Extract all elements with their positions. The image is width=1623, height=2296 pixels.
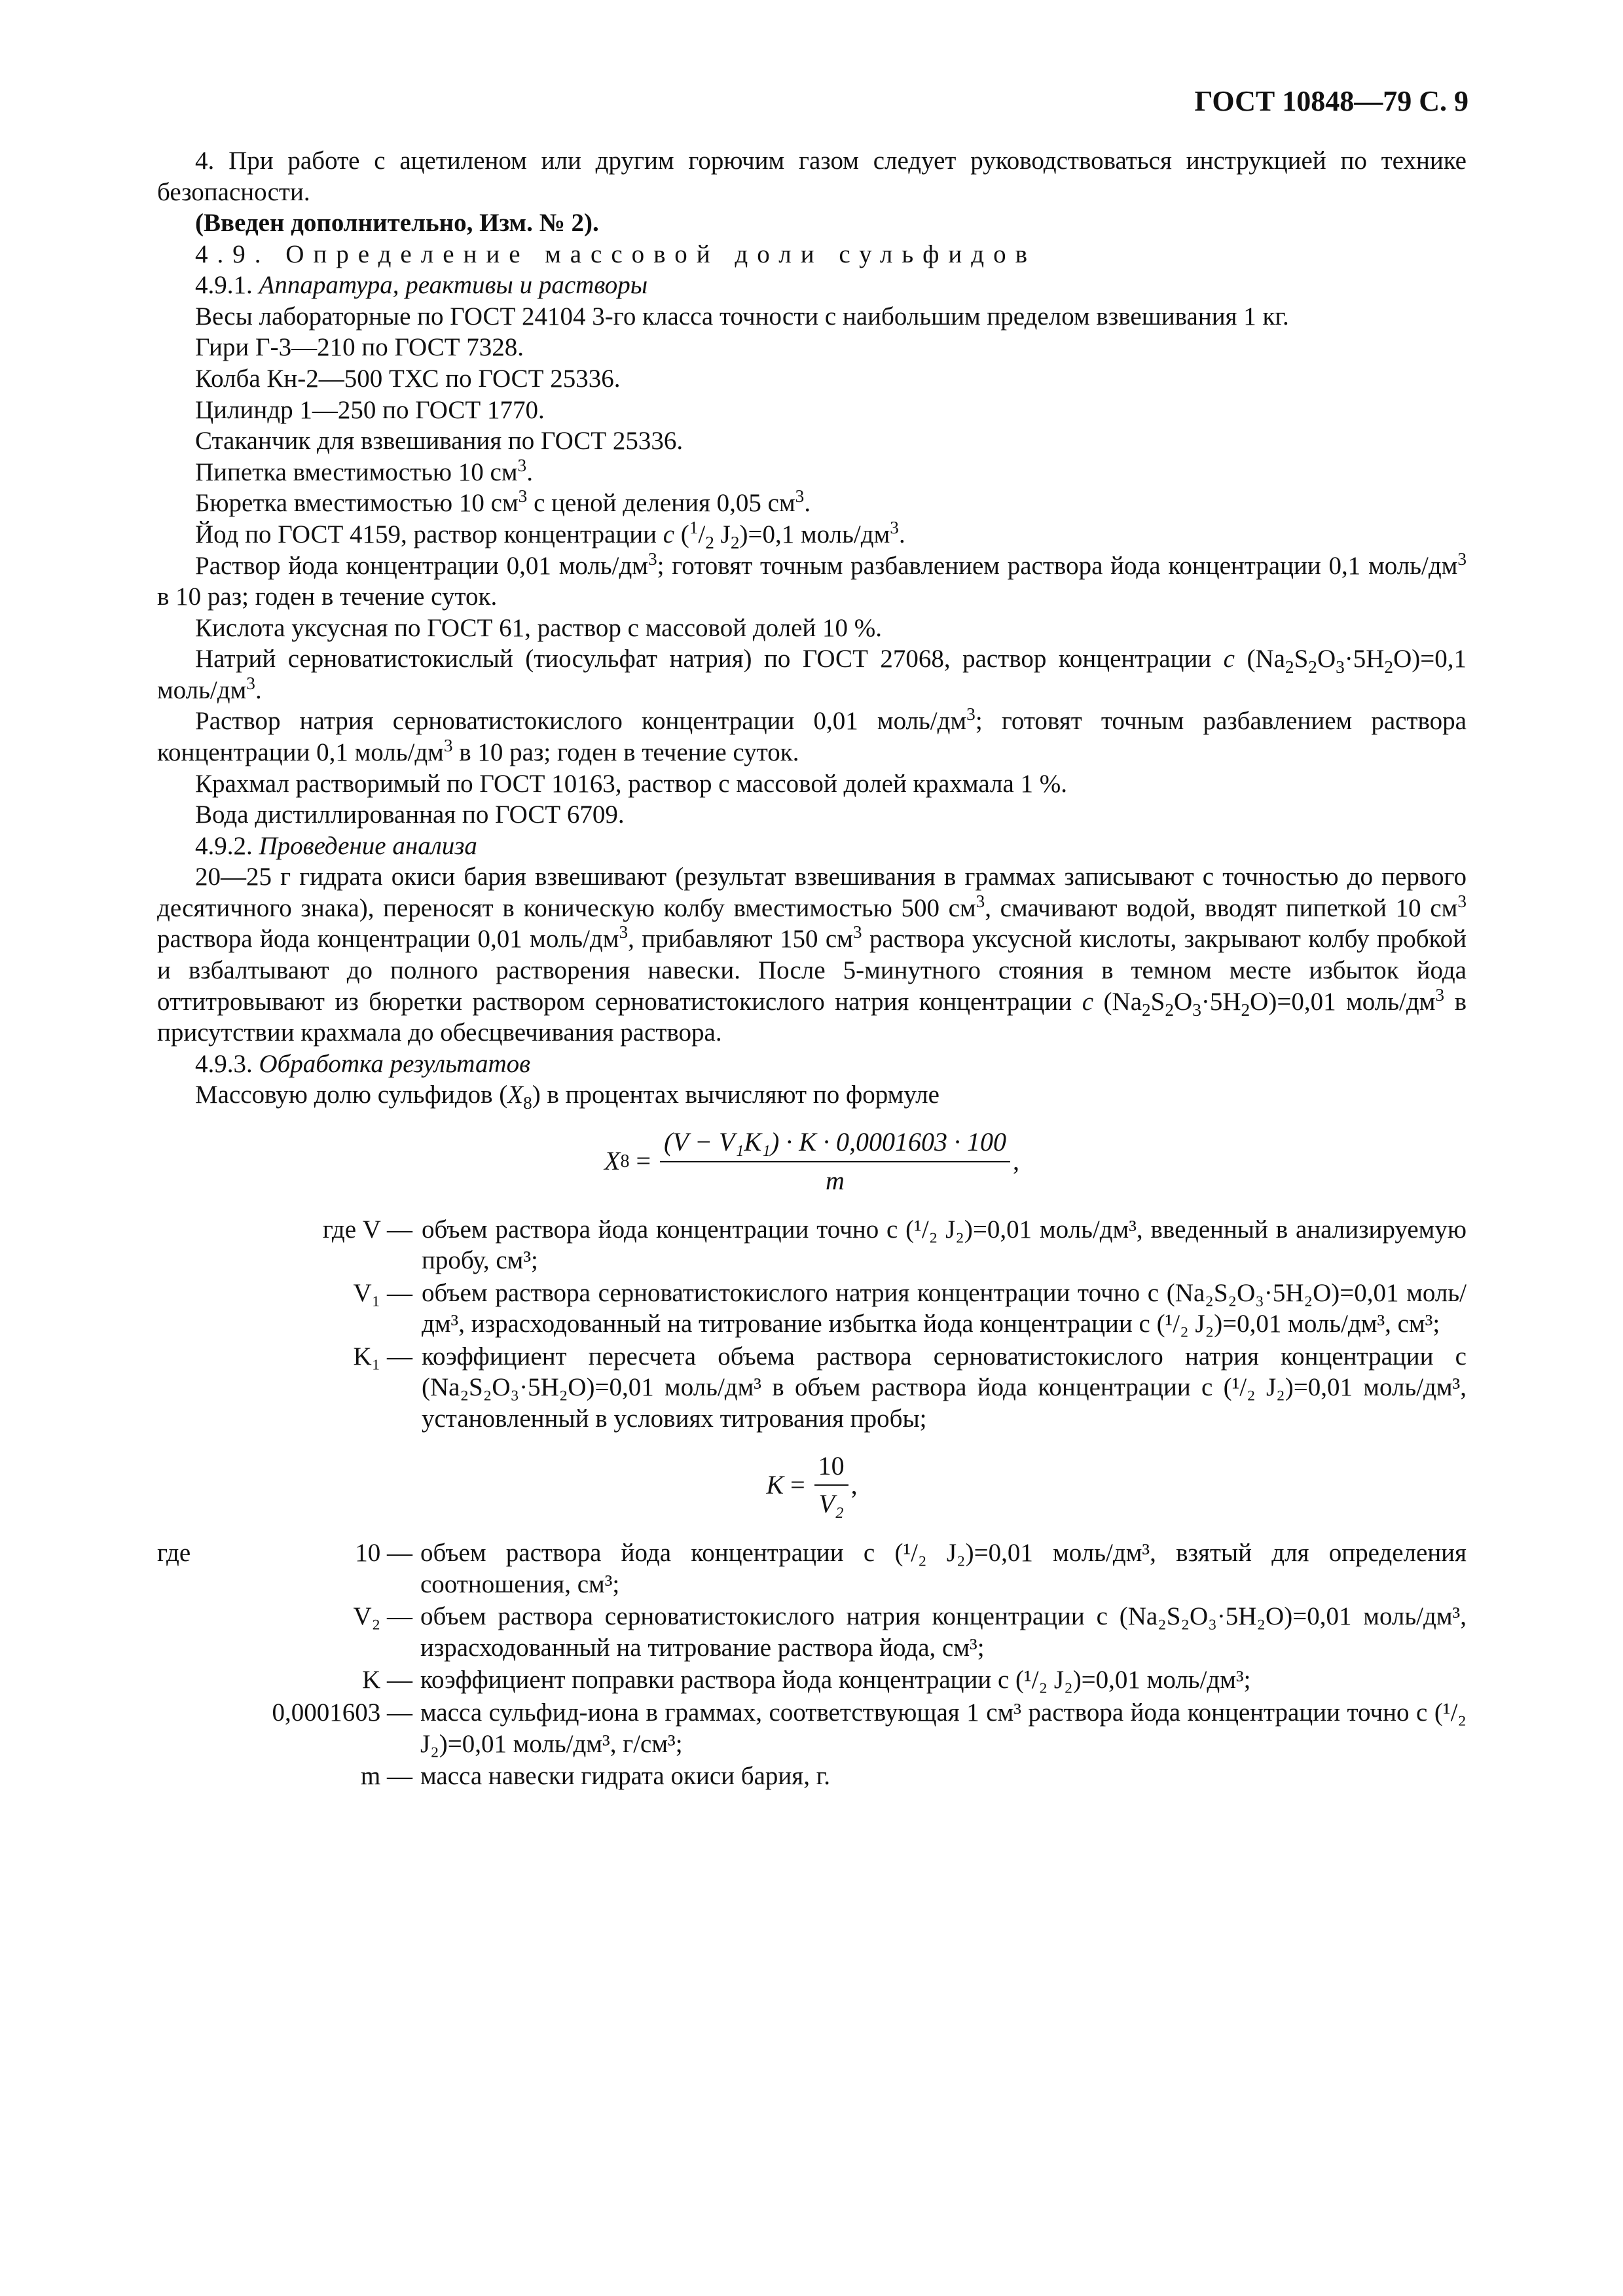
text-run: . [804, 489, 811, 518]
variable-description: коэффициент поправки раствора йода концентрации c (¹/₂ J₂)=0,01 моль/дм³; [420, 1666, 1251, 1695]
text-run: Йод по ГОСТ 4159, раствор концентрации [195, 520, 663, 548]
formula-fraction [660, 1126, 1010, 1197]
equipment-scales: Весы лабораторные по ГОСТ 24104 3-го класса точности с наибольшим пределом взвешивания 1 кг. [195, 302, 1289, 331]
text-run: Массовую долю сульфидов ( [195, 1081, 508, 1109]
text-run: в присутствии крахмала до обесцвечивания раствора. [157, 987, 1467, 1047]
subsection-number: 4.9.2. [195, 831, 253, 860]
text-run: ; готовят точным разбавлением раствора концентрации 0,1 моль/дм [157, 707, 1467, 766]
subsection-4-9-2 [157, 831, 1467, 862]
subsection-number: 4.9.1. [195, 271, 253, 300]
text-run: )=0,1 моль/дм [739, 520, 890, 548]
text-run: с ценой деления 0,05 см [527, 489, 795, 518]
text-run: ) в процентах вычисляют по формуле [532, 1081, 939, 1109]
variable-description: объем раствора серноватистокислого натрия концентрации точно c (Na₂S₂O₃·5H₂O)=0,01 моль/дм³, израсходованный на титрование избытка йода концентрации c (¹/₂ J₂)=0,01 моль/дм³, см³; [422, 1278, 1467, 1338]
subsection-4-9-1 [157, 270, 1467, 301]
variable-symbol: K — [362, 1666, 412, 1695]
text-run: 20—25 г гидрата окиси бария взвешивают (результат взвешивания в граммах записывают с точностью до первого десятичного знака), переносят в коническую колбу вместимостью 500 см [157, 863, 1467, 922]
variables-list-1 [157, 1214, 1467, 1435]
equipment-cylinder: Цилиндр 1—250 по ГОСТ 1770. [195, 395, 545, 424]
text-run: ; готовят точным разбавлением раствора йода концентрации 0,1 моль/дм [657, 551, 1458, 580]
equipment-beaker: Стаканчик для взвешивания по ГОСТ 25336. [195, 427, 684, 456]
equipment-weights: Гири Г-3—210 по ГОСТ 7328. [195, 333, 524, 362]
formula-lhs: K [766, 1469, 784, 1499]
variable-symbol: 10 — [355, 1539, 412, 1568]
subsection-4-9-3 [157, 1049, 1467, 1080]
section-heading-4-9: 4.9. Определение массовой доли сульфидов [195, 240, 1037, 268]
reagent-thiosulfate-solution: Раствор натрия серноватистокислого концентрации 0,01 моль/$дм^3$; готовят точным разбавлением раствора концентрации 0,1 моль/$дм^3$ в 10 раз; годен в течение суток. [157, 704, 1467, 766]
variable-description: объем раствора йода концентрации точно c (¹/₂ J₂)=0,01 моль/дм³, введенный в анализируемую пробу, см³; [422, 1215, 1467, 1275]
equipment-pipette: Пипетка вместимостью 10 $см^3$. [195, 455, 533, 486]
variable-description: объем раствора серноватистокислого натрия концентрации c (Na₂S₂O₃·5H₂O)=0,01 моль/дм³, израсходованный на титрование раствора йода, см³; [420, 1602, 1467, 1662]
text-run: Раствор натрия серноватистокислого концентрации 0,01 моль/дм [195, 707, 967, 736]
variable-description: коэффициент пересчета объема раствора серноватистокислого натрия концентрации c (Na₂S₂O₃·5H₂O)=0,01 моль/дм³ в объем раствора йода концентрации c (¹/₂ J₂)=0,01 моль/дм³, установленный в условиях титрования пробы; [422, 1342, 1467, 1433]
reagent-starch: Крахмал растворимый по ГОСТ 10163, раствор с массовой долей крахмала 1 %. [195, 769, 1067, 798]
variable-symbol: V₁ — [353, 1278, 412, 1307]
formula-tail: , [1012, 1146, 1019, 1176]
variable-symbol: m — [360, 1762, 412, 1791]
formula-fraction [814, 1450, 848, 1521]
text-run: , прибавляют 150 см [628, 925, 853, 954]
calculation-intro: Массовую долю сульфидов $(X_8)$ в процентах вычисляют по формуле [195, 1081, 939, 1113]
formula-k [157, 1450, 1467, 1521]
formula-tail: , [850, 1469, 858, 1499]
formula-equals: = [784, 1469, 812, 1499]
reagent-iodine: Йод по ГОСТ 4159, раствор концентрации c ($^1/_2$ $J_2)=0,1$ моль/$дм^3$. [195, 517, 905, 552]
variables-list-2 [157, 1537, 1467, 1792]
reagent-acetic-acid: Кислота уксусная по ГОСТ 61, раствор с массовой долей 10 %. [195, 613, 883, 642]
formula-equals: = [629, 1146, 658, 1176]
reagent-thiosulfate: Натрий серноватистокислый (тиосульфат натрия) по ГОСТ 27068, раствор концентрации c $(Na_2S_2O_3\cdot 5H_2O)=0,1$ моль/$дм^3$. [157, 645, 1467, 704]
text-run: . [526, 457, 533, 486]
text-run: Натрий серноватистокислый (тиосульфат натрия) по ГОСТ 27068, раствор концентрации [195, 645, 1224, 673]
where-label: где [157, 1539, 191, 1568]
variable-symbol: где V — [322, 1215, 412, 1244]
equipment-flask: Колба Кн-2—500 ТХС по ГОСТ 25336. [195, 365, 621, 393]
formula-denominator: m [826, 1165, 845, 1195]
variable-symbol: 0,0001603 — [272, 1698, 412, 1727]
page-content [157, 145, 1467, 1792]
text-run: Раствор йода концентрации 0,01 моль/дм [195, 551, 648, 580]
analysis-procedure: 20—25 г гидрата окиси бария взвешивают (результат взвешивания в граммах записывают с точностью до первого десятичного знака), переносят в коническую колбу вместимостью 500 $см^3$, смачивают водой, вводят пипеткой 10 $см^3$ раствора йода концентрации 0,01 моль/$дм^3$, прибавляют 150 $см^3$ раствора уксусной кислоты, закрывают колбу пробкой и взбалтывают до полного растворения навески. После 5-минутного стояния в темном месте избыток йода оттитровывают из бюретки раствором серноватистокислого натрия концентрации c $(Na_2S_2O_3\cdot 5H_2O)=0,01$ моль/$дм^3$ в присутствии крахмала до обесцвечивания раствора. [157, 863, 1467, 1047]
variable-symbol: V₂ — [353, 1602, 412, 1631]
text-run: . [255, 675, 262, 704]
reagent-water: Вода дистиллированная по ГОСТ 6709. [195, 800, 625, 829]
formula-numerator: (V − V₁K₁) · K · 0,0001603 · 100 [660, 1126, 1010, 1162]
equipment-burette: Бюретка вместимостью 10 $см^3$ с ценой деления 0,05 $см^3$. [195, 486, 811, 518]
reagent-iodine-solution: Раствор йода концентрации 0,01 моль/$дм^3$; готовят точным разбавлением раствора йода концентрации 0,1 моль/$дм^3$ в 10 раз; годен в течение суток. [157, 548, 1467, 611]
para-4: 4. При работе с ацетиленом или другим горючим газом следует руководствоваться инструкцией по технике безопасности. [157, 147, 1467, 206]
formula-lhs: X [604, 1146, 621, 1176]
subsection-title: Аппаратура, реактивы и растворы [259, 271, 648, 300]
text-run: , смачивают водой, вводят пипеткой 10 см [985, 893, 1458, 922]
formula-x8: X 8 = $\frac{\text{(V − V₁K₁) · K · 0,0001603 · 100}}{m}$ , [157, 1126, 1467, 1197]
variable-description: объем раствора йода концентрации c (¹/₂ J₂)=0,01 моль/дм³, взятый для определения соотношения, см³; [420, 1539, 1467, 1598]
variable-symbol: K₁ — [353, 1342, 412, 1371]
text-run: )=0,1 моль/дм [157, 645, 1467, 704]
text-run: Бюретка вместимостью 10 см [195, 489, 519, 518]
page-header: ГОСТ 10848—79 С. 9 [1194, 85, 1468, 117]
variable-description: масса сульфид-иона в граммах, соответствующая 1 см³ раствора йода концентрации точно c (¹/₂ J₂)=0,01 моль/дм³, г/см³; [420, 1698, 1467, 1758]
text-run: раствора уксусной кислоты, закрывают колбу пробкой и взбалтывают до полного растворения навески. После 5-минутного стояния в темном месте избыток йода оттитровывают из бюретки раствором серноватистокислого натрия концентрации [157, 925, 1467, 1016]
variable-description: масса навески гидрата окиси бария, г. [420, 1762, 831, 1791]
subsection-number: 4.9.3. [195, 1049, 253, 1078]
subsection-title: Проведение анализа [259, 831, 477, 860]
text-run: )=0,01 моль/дм [1268, 987, 1436, 1016]
subsection-title: Обработка результатов [259, 1049, 531, 1078]
amendment-note: (Введен дополнительно, Изм. № 2). [195, 209, 599, 238]
formula-denominator: V₂ [818, 1489, 844, 1519]
text-run: раствора йода концентрации 0,01 моль/дм [157, 925, 619, 954]
text-run: в 10 раз; годен в течение суток. [452, 738, 799, 766]
formula-numerator: 10 [814, 1450, 848, 1486]
text-run: в 10 раз; годен в течение суток. [157, 583, 498, 611]
text-run: Пипетка вместимостью 10 см [195, 457, 518, 486]
text-run: . [898, 520, 905, 548]
